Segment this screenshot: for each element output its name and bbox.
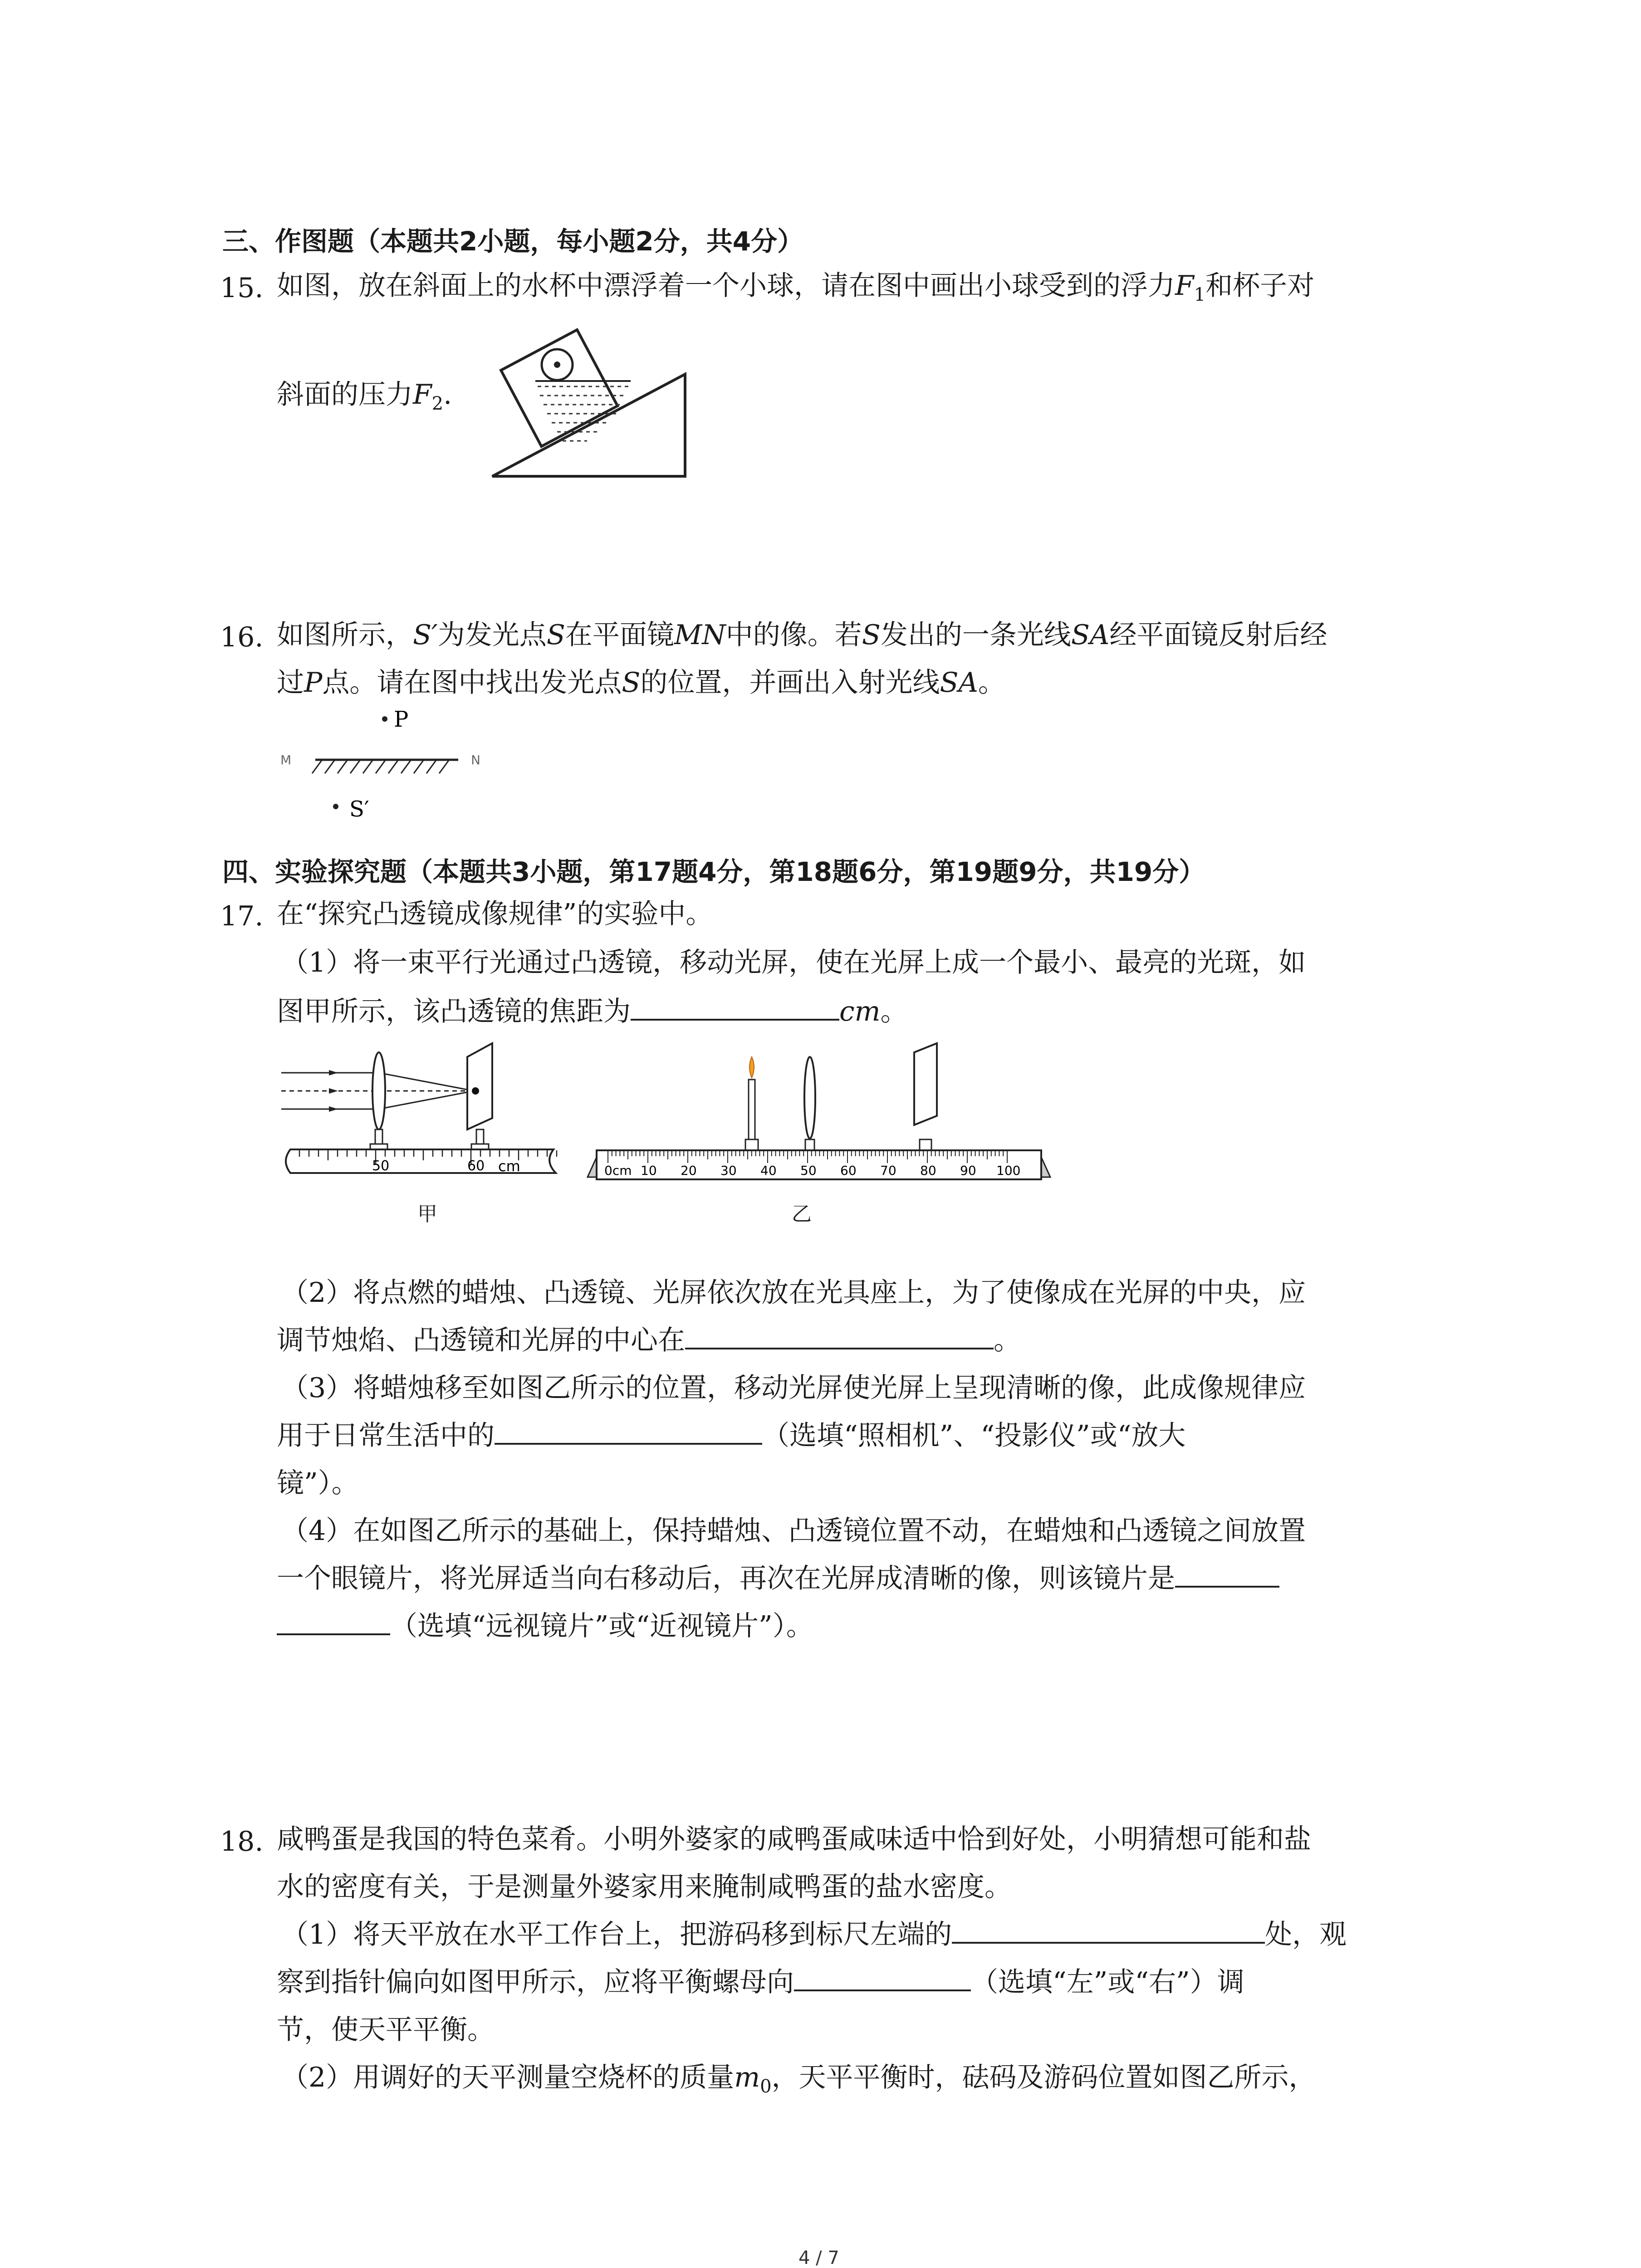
q17-text: 图甲所示，该凸透镜的焦距为 xyxy=(277,996,631,1027)
bench-tick-label: 90 xyxy=(960,1163,976,1178)
q17-p3-line2 xyxy=(277,1420,1186,1452)
section-title-drawing: 三、作图题（本题共2小题，每小题2分，共4分） xyxy=(222,226,804,257)
q15-line2 xyxy=(277,381,452,413)
image-point-s xyxy=(333,804,338,809)
q17-p4-line3 xyxy=(277,1610,813,1642)
q17-text: 调节烛焰、凸透镜和光屏的中心在 xyxy=(277,1325,685,1356)
section-title-experiment: 四、实验探究题（本题共3小题，第17题4分，第18题6分，第19题9分，共19分） xyxy=(222,856,1205,887)
light-screen xyxy=(914,1043,937,1125)
mirror-figure xyxy=(272,708,508,844)
q18-text: 处，观 xyxy=(1265,1919,1347,1950)
q17-p3-line3: 镜”）。 xyxy=(277,1467,359,1499)
p-label: P xyxy=(394,708,409,732)
mirror-hatch xyxy=(312,760,322,773)
math-symbol: S xyxy=(622,667,641,699)
q17-p1-line2 xyxy=(277,998,908,1025)
tick-label: 60 xyxy=(467,1158,485,1174)
q15-text: 斜面的压力 xyxy=(277,379,413,411)
q18-p2-line1 xyxy=(281,2064,1316,2096)
math-symbol: S′ xyxy=(413,619,438,651)
math-symbol: SA xyxy=(1071,619,1110,651)
q17-p2-line2 xyxy=(277,1327,1021,1354)
q17-text: 用于日常生活中的 xyxy=(277,1420,495,1452)
bench-tick-label: 20 xyxy=(681,1163,697,1178)
bench-tick-label: 10 xyxy=(641,1163,657,1178)
q18-line1: 咸鸭蛋是我国的特色菜肴。小明外婆家的咸鸭蛋咸味适中恰到好处，小明猜想可能和盐 xyxy=(277,1823,1311,1855)
q18-line2: 水的密度有关，于是测量外婆家用来腌制咸鸭蛋的盐水密度。 xyxy=(277,1871,1012,1903)
bench-tick-label: 100 xyxy=(996,1163,1021,1178)
bench-tick-label: 0cm xyxy=(604,1163,632,1178)
answer-blank[interactable] xyxy=(794,1989,971,1991)
candle xyxy=(749,1080,755,1148)
q17-p1-line1: （1）将一束平行光通过凸透镜，移动光屏，使在光屏上成一个最小、最亮的光斑，如 xyxy=(281,947,1306,978)
bench-tick-label: 40 xyxy=(760,1163,777,1178)
q17-text: 。 xyxy=(880,996,908,1027)
q15-text: 如图，放在斜面上的水杯中漂浮着一个小球，请在图中画出小球受到的浮力 xyxy=(277,270,1175,302)
q18-text: （2）用调好的天平测量空烧杯的质量 xyxy=(281,2062,735,2093)
q17-p4-line1: （4）在如图乙所示的基础上，保持蜡烛、凸透镜位置不动，在蜡烛和凸透镜之间放置 xyxy=(281,1515,1306,1547)
tick-label: 50 xyxy=(372,1158,390,1174)
figure-caption-yi: 乙 xyxy=(792,1202,812,1226)
q17-p3-line1: （3）将蜡烛移至如图乙所示的位置，移动光屏使光屏上呈现清晰的像，此成像规律应 xyxy=(281,1372,1306,1404)
answer-blank[interactable] xyxy=(952,1941,1265,1944)
convex-lens xyxy=(804,1057,815,1139)
n-label: N xyxy=(471,753,480,767)
q16-text: 在平面镜 xyxy=(565,619,674,651)
mirror-hatch xyxy=(376,760,386,773)
q17-text: 。 xyxy=(994,1325,1021,1356)
q17-p2-line1: （2）将点燃的蜡烛、凸透镜、光屏依次放在光具座上，为了使像成在光屏的中央，应 xyxy=(281,1277,1306,1309)
answer-blank[interactable] xyxy=(685,1347,994,1349)
mirror-hatch xyxy=(350,760,360,773)
bench-tick-label: 50 xyxy=(800,1163,817,1178)
bench-tick-label: 60 xyxy=(840,1163,857,1178)
q17-p4-line2 xyxy=(277,1565,1279,1592)
question-number: 17. xyxy=(220,900,264,932)
q18-text: 察到指针偏向如图甲所示，应将平衡螺母向 xyxy=(277,1966,794,1998)
q15-line1 xyxy=(277,272,1314,304)
force-symbol: F xyxy=(1175,270,1194,302)
answer-blank[interactable] xyxy=(495,1442,762,1445)
question-number: 18. xyxy=(220,1826,264,1857)
math-symbol: SA xyxy=(940,667,978,699)
figure-yi xyxy=(578,1039,1059,1188)
figure-caption-jia: 甲 xyxy=(417,1202,437,1226)
q17-text: 一个眼镜片，将光屏适当向右移动后，再次在光屏成清晰的像，则该镜片是 xyxy=(277,1563,1175,1594)
q16-text: 。 xyxy=(978,667,1005,699)
mass-subscript: 0 xyxy=(760,2076,772,2097)
q16-text: 过 xyxy=(277,667,304,699)
page-number: 4 / 7 xyxy=(798,2248,839,2268)
q16-text: 发出的一条光线 xyxy=(880,619,1071,651)
q16-text: 如图所示， xyxy=(277,619,413,651)
math-symbol: S xyxy=(862,619,881,651)
q17-intro: 在“探究凸透镜成像规律”的实验中。 xyxy=(277,898,713,930)
m-label: M xyxy=(280,753,292,767)
q18-p1-line1 xyxy=(281,1921,1347,1948)
ruler-unit: cm xyxy=(498,1158,520,1175)
question-number: 15. xyxy=(220,272,264,304)
math-symbol: S xyxy=(546,619,565,651)
unit-cm: cm xyxy=(839,996,881,1027)
point-p xyxy=(382,716,387,722)
q17-text: （选填“远视镜片”或“近视镜片”）。 xyxy=(390,1610,813,1642)
answer-blank[interactable] xyxy=(1175,1585,1279,1588)
mirror-hatch xyxy=(325,760,335,773)
mirror-hatch xyxy=(338,760,348,773)
math-symbol: P xyxy=(304,667,323,699)
mirror-hatch xyxy=(439,760,449,773)
q16-text: 中的像。若 xyxy=(725,619,862,651)
mirror-hatch xyxy=(401,760,411,773)
q18-p1-line3: 节，使天平平衡。 xyxy=(277,2014,495,2046)
q18-text: ，天平平衡时，砝码及游码位置如图乙所示， xyxy=(771,2062,1316,2093)
q16-text: 点。请在图中找出发光点 xyxy=(322,667,622,699)
candle-flame xyxy=(749,1057,754,1078)
q15-text: 和杯子对 xyxy=(1205,270,1315,302)
s-prime-label: S′ xyxy=(349,797,369,822)
mass-symbol: m xyxy=(734,2062,760,2093)
answer-blank[interactable] xyxy=(277,1633,390,1635)
q16-line1 xyxy=(277,621,1327,649)
force-subscript: 2 xyxy=(431,393,444,414)
force-subscript: 1 xyxy=(1194,284,1206,305)
q16-text: 经平面镜反射后经 xyxy=(1109,619,1327,651)
q16-line2 xyxy=(277,667,1005,699)
q18-p1-line2 xyxy=(277,1966,1244,1998)
force-symbol: F xyxy=(413,379,432,411)
mirror-hatch xyxy=(388,760,398,773)
bench-tick-label: 80 xyxy=(920,1163,936,1178)
q15-text: . xyxy=(443,379,452,411)
bench-tick-label: 30 xyxy=(720,1163,737,1178)
math-symbol: MN xyxy=(674,619,726,651)
mirror-hatch xyxy=(414,760,424,773)
bench-tick-label: 70 xyxy=(880,1163,896,1178)
q18-text: （选填“左”或“右”）调 xyxy=(971,1966,1244,1998)
answer-blank[interactable] xyxy=(631,1018,839,1021)
q18-text: （1）将天平放在水平工作台上，把游码移到标尺左端的 xyxy=(281,1919,952,1950)
q16-text: 为发光点 xyxy=(437,619,547,651)
q16-text: 的位置，并画出入射光线 xyxy=(640,667,940,699)
mirror-hatch xyxy=(426,760,436,773)
q17-text: （选填“照相机”、“投影仪”或“放大 xyxy=(762,1420,1186,1452)
figure-jia xyxy=(281,1039,563,1188)
incline-cup-figure xyxy=(490,318,690,490)
question-number: 16. xyxy=(220,621,264,653)
mirror-hatch xyxy=(363,760,373,773)
